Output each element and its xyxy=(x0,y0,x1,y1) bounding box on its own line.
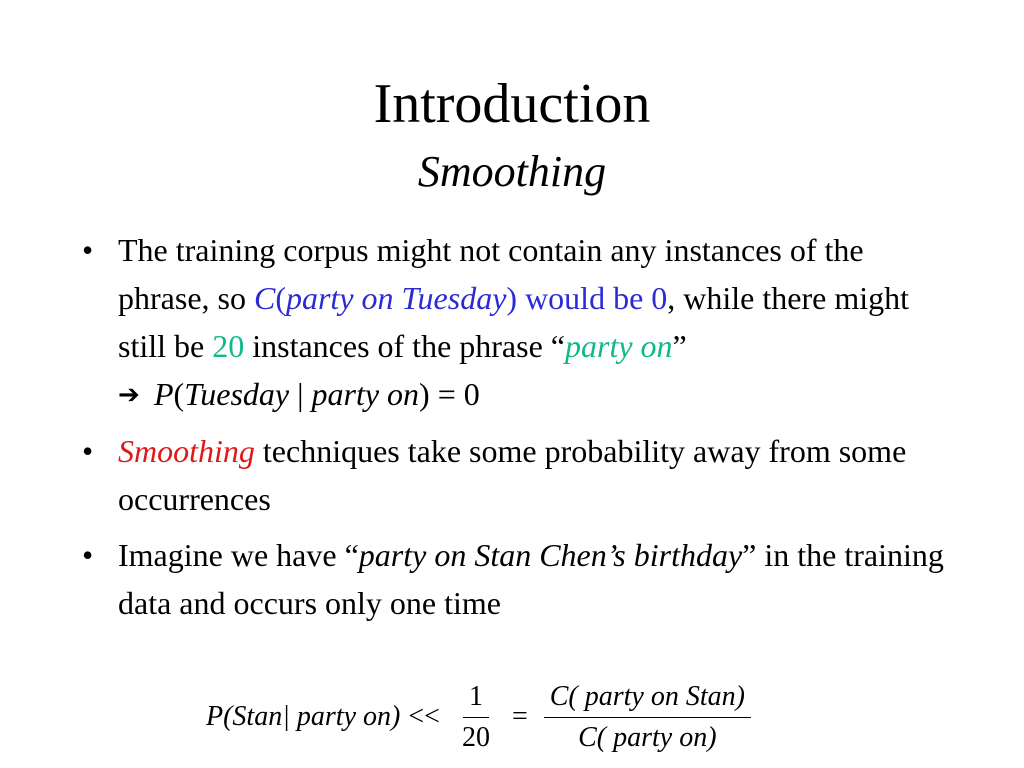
fraction-one-twentieth xyxy=(456,677,496,758)
phrase-party-on-tuesday: party on Tuesday xyxy=(285,280,507,316)
bullet-text: instances of the phrase “ xyxy=(244,328,565,364)
probability-formula xyxy=(206,682,759,752)
bullet-list xyxy=(78,226,958,635)
bullet-text: Imagine we have “ xyxy=(118,537,359,573)
bullet-text: techniques take some probability away from some occurrences xyxy=(118,433,907,517)
fraction-denominator: 20 xyxy=(461,721,490,753)
would-be-zero: would be 0 xyxy=(517,280,668,316)
count-symbol: C xyxy=(253,280,276,316)
phrase-stan-chen-birthday: party on Stan Chen’s birthday xyxy=(358,537,743,573)
fraction-numerator: C( party on Stan) xyxy=(544,677,751,718)
bullet-dot: • xyxy=(82,232,94,268)
much-less-than: << xyxy=(408,701,440,732)
fraction-numerator: 1 xyxy=(463,677,489,718)
bullet-text: , while there might still be xyxy=(118,280,909,364)
bullet-item-3 xyxy=(78,531,958,627)
count-twenty: 20 xyxy=(212,328,245,364)
bullet-dot: • xyxy=(82,433,94,469)
right-arrow-icon: ➔ xyxy=(118,380,140,410)
bullet-item-1 xyxy=(78,226,958,419)
fraction-count-ratio xyxy=(544,677,751,758)
paren-open: ( xyxy=(173,376,185,412)
phrase-party-on: party on xyxy=(311,376,420,412)
bullet-text: ” xyxy=(672,328,687,364)
fraction-denominator: C( party on) xyxy=(578,721,717,753)
probability-symbol: P xyxy=(154,376,174,412)
slide-subtitle: Smoothing xyxy=(417,147,607,196)
conditional-bar: | xyxy=(289,376,312,412)
equals-zero: ) = 0 xyxy=(419,376,480,412)
bullet-dot: • xyxy=(82,537,94,573)
paren-close: ) xyxy=(506,280,518,316)
formula-lhs: P(Stan| party on) xyxy=(206,701,401,732)
equals-sign: = xyxy=(511,701,528,732)
bullet-text: The training corpus might not contain any instances of the phrase, so xyxy=(118,232,864,316)
phrase-party-on: party on xyxy=(564,328,673,364)
slide-title: Introduction xyxy=(373,73,651,135)
bullet-item-2 xyxy=(78,427,958,523)
word-smoothing: Smoothing xyxy=(118,433,255,469)
word-tuesday: Tuesday xyxy=(184,376,290,412)
bullet-text: ” in the training data and occurs only one time xyxy=(118,537,944,621)
paren-open: ( xyxy=(275,280,286,316)
